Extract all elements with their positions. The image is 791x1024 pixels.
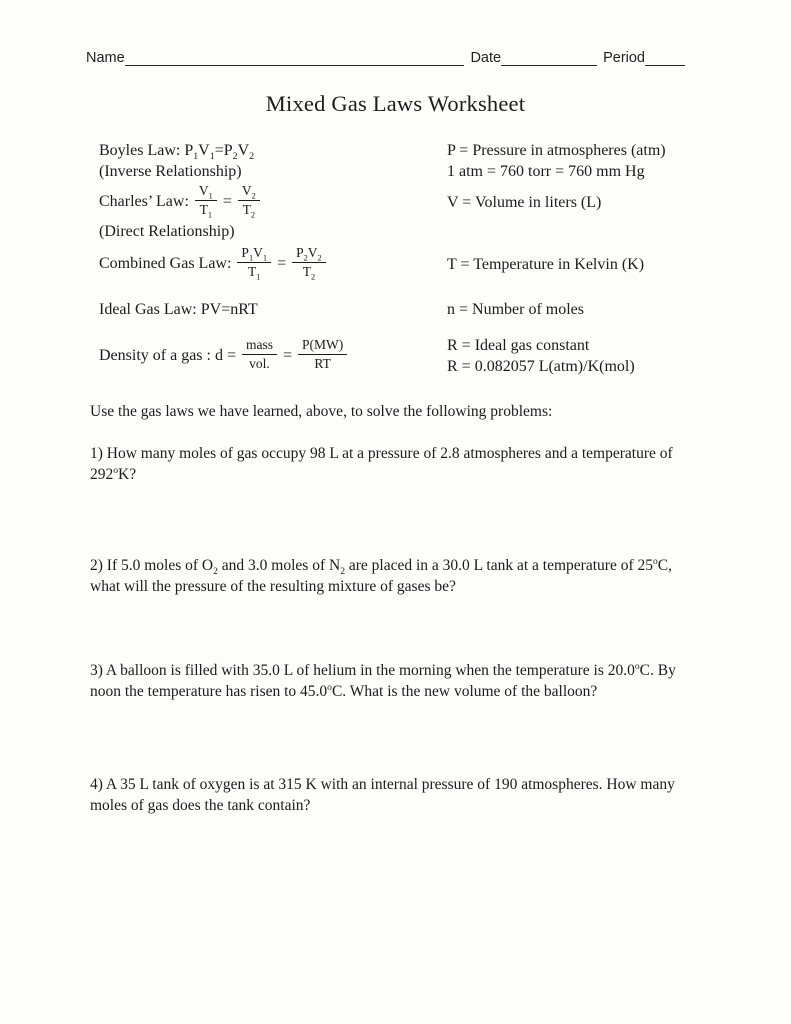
- spacer: [447, 221, 791, 242]
- name-label: Name: [86, 50, 125, 66]
- page-title: Mixed Gas Laws Worksheet: [265, 91, 526, 116]
- row-density: [99, 335, 791, 377]
- charles-law-formula: Charles’ Law: $\frac{V_1}{T_1}$ = $\frac{V_2}{T_2}$: [99, 185, 447, 220]
- density-formula: Density of a gas : d = $\frac{\text{mass}}{\text{vol.}}$ = $\frac{P(MW)}{RT}$: [99, 339, 447, 374]
- date-blank-line: [501, 52, 597, 66]
- temperature-definition: T = Temperature in Kelvin (K): [447, 256, 645, 273]
- boyles-law-formula: Boyles Law: $P_1V_1=P_2V_2$: [99, 142, 255, 163]
- period-blank-line: [645, 52, 685, 66]
- problem-4: [90, 774, 735, 816]
- problems-section: [0, 401, 791, 816]
- problem-1-line-2: 292$^o$K?: [90, 464, 137, 483]
- problem-2-line-2: what will the pressure of the resulting mixture of gases be?: [90, 578, 456, 595]
- ideal-gas-law-formula: Ideal Gas Law: PV=nRT: [99, 301, 258, 318]
- gas-constant-definition: R = Ideal gas constant: [447, 337, 590, 354]
- pressure-definition: P = Pressure in atmospheres (atm): [447, 142, 666, 159]
- date-label: Date: [470, 50, 502, 66]
- reference-section: [0, 140, 791, 377]
- problem-2: [90, 555, 735, 597]
- charles-law-note: (Direct Relationship): [99, 223, 235, 240]
- pressure-definition-block: [447, 140, 791, 182]
- problem-4-line-1: 4) A 35 L tank of oxygen is at 315 K with an internal pressure of 190 atmospheres. How many: [90, 776, 675, 793]
- atm-conversion: 1 atm = 760 torr = 760 mm Hg: [447, 163, 645, 180]
- name-blank-line: [125, 52, 465, 66]
- gas-constant-value: R = 0.082057 L(atm)/K(mol): [447, 358, 635, 375]
- row-boyles: [99, 140, 791, 182]
- boyles-law-block: [99, 140, 447, 182]
- gas-constant-block: [447, 335, 791, 377]
- row-charles-note: [99, 221, 791, 242]
- period-label: Period: [603, 50, 645, 66]
- intro-text: Use the gas laws we have learned, above, to solve the following problems:: [90, 403, 553, 420]
- moles-definition: n = Number of moles: [447, 301, 584, 318]
- volume-definition: V = Volume in liters (L): [447, 194, 602, 211]
- problem-4-line-2: moles of gas does the tank contain?: [90, 797, 311, 814]
- problem-1: [90, 443, 735, 485]
- boyles-law-note: (Inverse Relationship): [99, 163, 242, 180]
- combined-gas-law-formula: Combined Gas Law: $\frac{P_1V_1}{T_1}$ = $\frac{P_2V_2}{T_2}$: [99, 247, 447, 282]
- header: [0, 0, 791, 66]
- row-combined: [99, 247, 791, 282]
- problem-3-line-2: noon the temperature has risen to 45.0$^o$C. What is the new volume of the balloon?: [90, 681, 598, 700]
- row-charles: [99, 185, 791, 220]
- problem-3: [90, 660, 735, 702]
- problem-1-line-1: 1) How many moles of gas occupy 98 L at a pressure of 2.8 atmospheres and a temperature of: [90, 445, 673, 462]
- problem-2-line-1: 2) If 5.0 moles of $O_2$ and 3.0 moles of $N_2$ are placed in a 30.0 L tank at a temperature of 25$^o$C,: [90, 555, 672, 578]
- row-ideal: [99, 299, 791, 320]
- problem-3-line-1: 3) A balloon is filled with 35.0 L of helium in the morning when the temperature is 20.0$^o$C. By: [90, 660, 676, 679]
